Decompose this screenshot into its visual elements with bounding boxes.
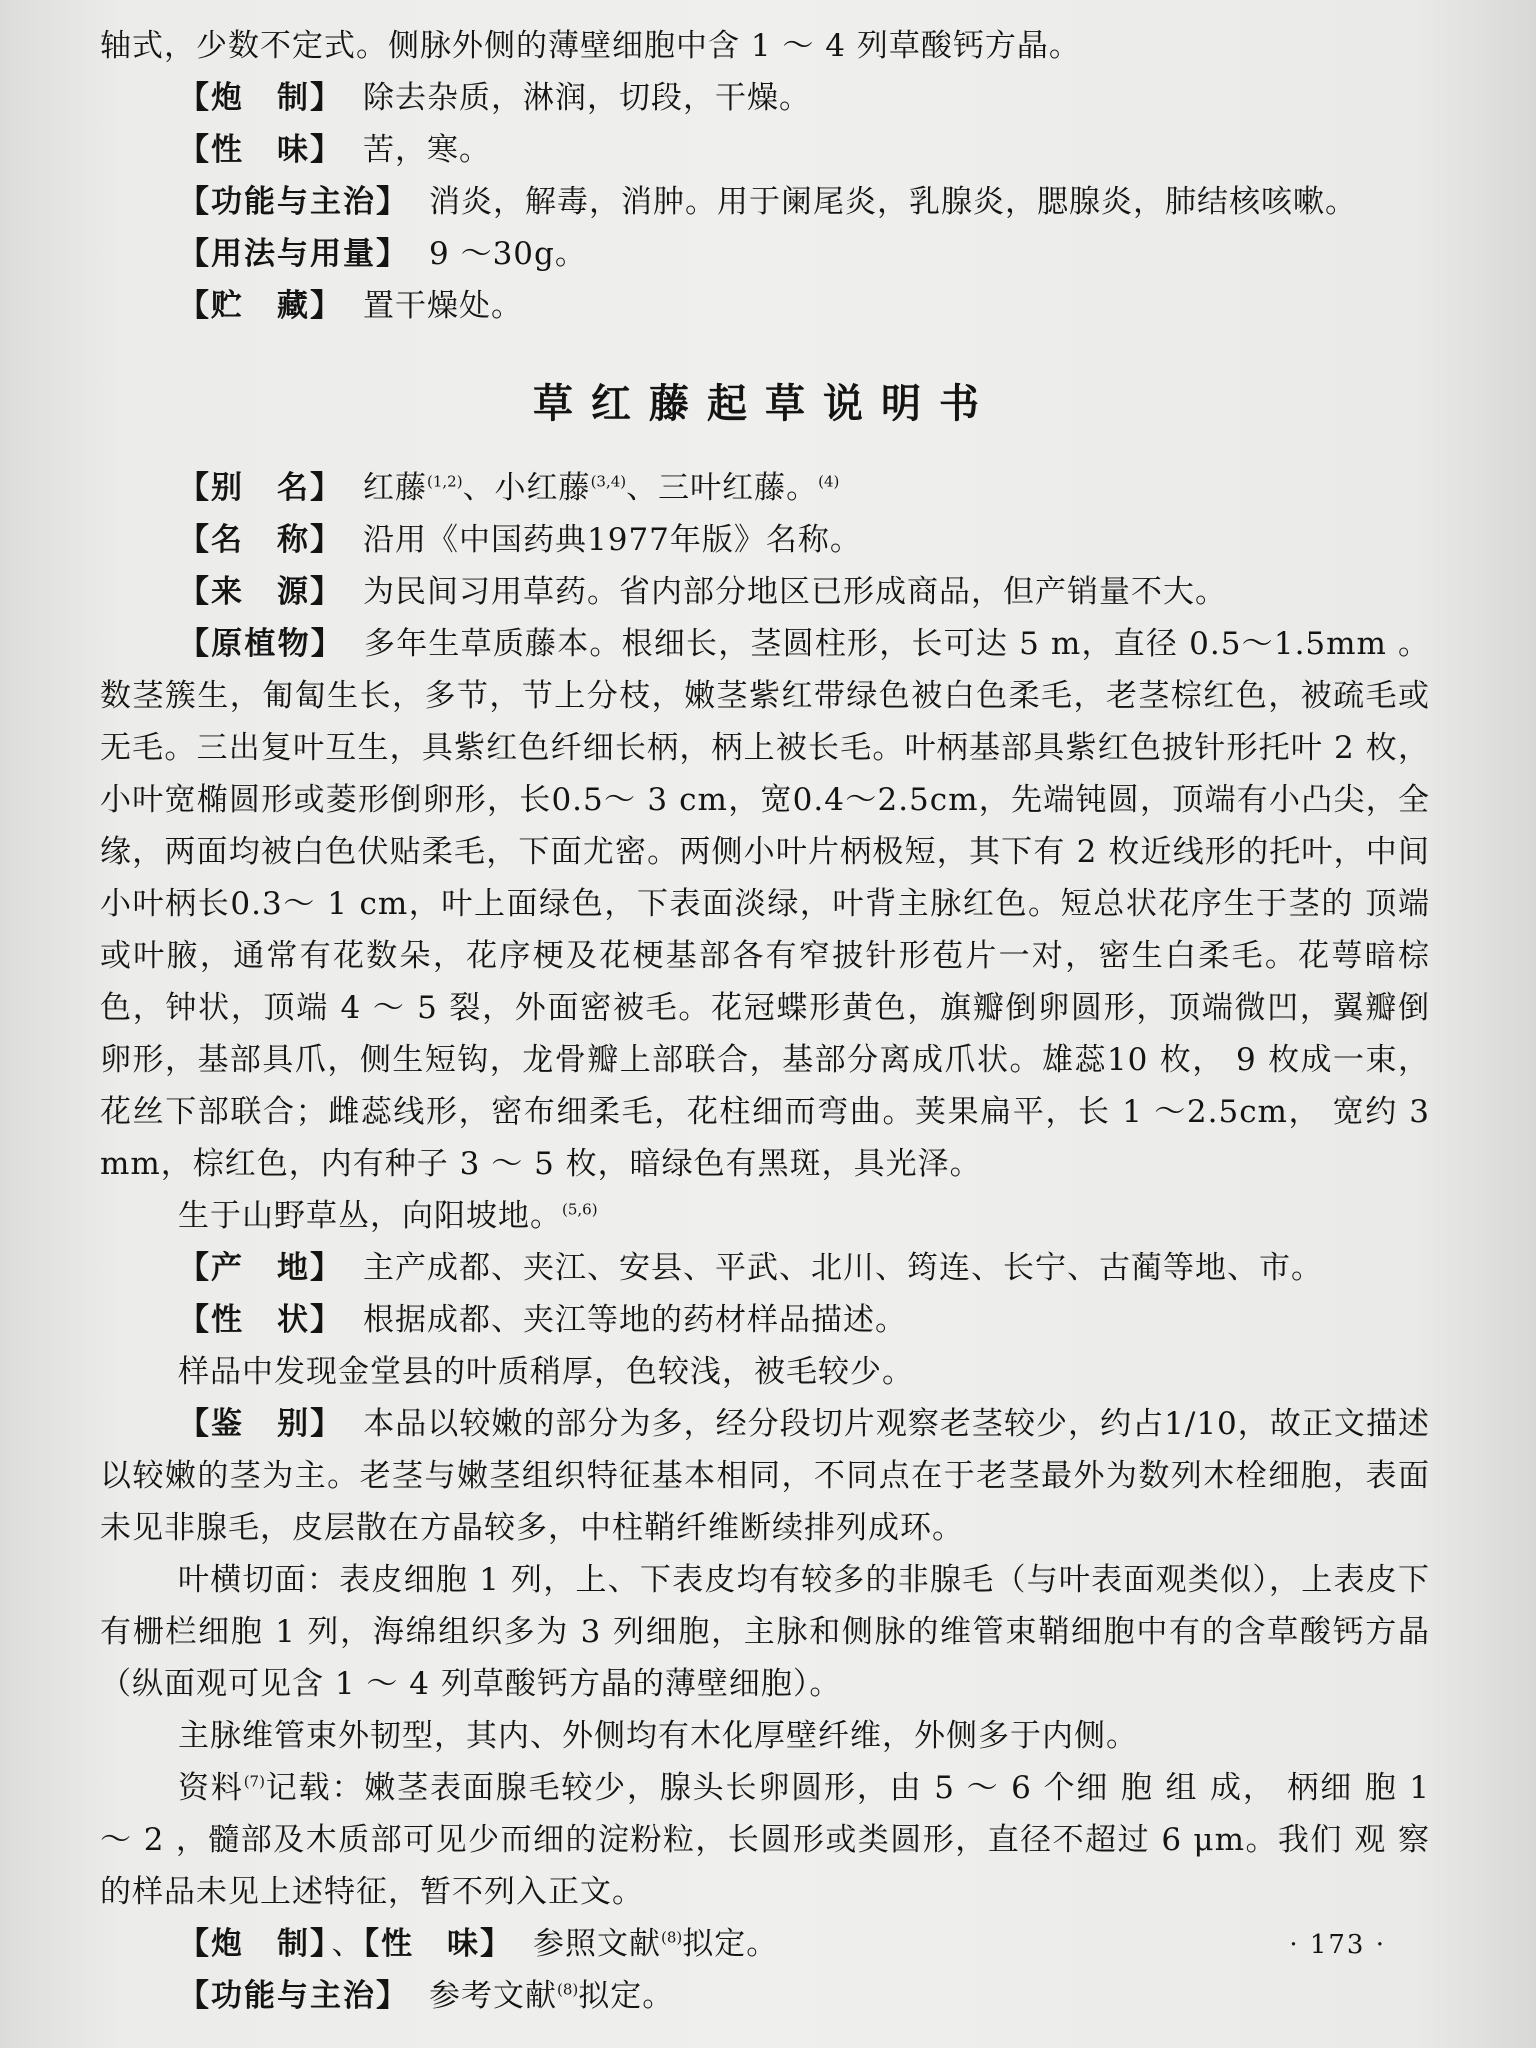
entry-text: 、小红藤 (462, 470, 591, 506)
entry-yuanzhiwu (100, 618, 1430, 1190)
entry-text: 参照文献 (533, 1926, 661, 1962)
entry-label: 【鉴 别】 (178, 1406, 344, 1442)
entry-label: 【用法与用量】 (178, 236, 409, 272)
habitat-text: 生于山野草丛，向阳坡地。 (178, 1198, 562, 1234)
reference-marker: (5,6) (562, 1200, 598, 1219)
entry-text: 沿用《中国药典1977年版》名称。 (363, 522, 862, 558)
ziliao-text: 资料 (178, 1770, 244, 1806)
entry-text: 置干燥处。 (363, 288, 523, 324)
entry-laiyuan (100, 566, 1430, 618)
entry-jianbie (100, 1398, 1430, 1554)
vascular-paragraph: 主脉维管束外韧型，其内、外侧均有木化厚壁纤维，外侧多于内侧。 (178, 1718, 1138, 1754)
entry-text: 多年生草质藤本。根细长，茎圆柱形，长可达 5 m，直径 0.5～1.5mm 。数茎簇生，匍匐生长，多节，节上分枝，嫩茎紫红带绿色被白色柔毛，老茎棕红色，被疏毛或无毛。三出复叶互生，具紫红色纤细长柄，柄上被长毛。叶柄基部具紫红色披针形托叶 2 枚，小叶宽椭圆形或菱形倒卵形，长0.5～ 3 cm，宽0.4～2.5cm，先端钝圆，顶端有小凸尖，全缘，两面均被白色伏贴柔毛，下面尤密。两侧小叶片柄极短，其下有 2 枚近线形的托叶，中间小叶柄长0.3～ 1 cm，叶上面绿色，下表面淡绿，叶背主脉红色。短总状花序生于茎的 顶端或叶腋，通常有花数朵，花序梗及花梗基部各有窄披针形苞片一对，密生白柔毛。花萼暗棕色，钟状，顶端 4 ～ 5 裂，外面密被毛。花冠蝶形黄色，旗瓣倒卵圆形，顶端微凹，翼瓣倒卵形，基部具爪，侧生短钩，龙骨瓣上部联合，基部分离成爪状。雄蕊10 枚， 9 枚成一束，花丝下部联合；雌蕊线形，密布细柔毛，花柱细而弯曲。荚果扁平，长 1 ～2.5cm， 宽约 3 mm，棕红色，内有种子 3 ～ 5 枚，暗绿色有黑斑，具光泽。 (100, 626, 1430, 1182)
entry-text: 主产成都、夹江、安县、平武、北川、筠连、长宁、古蔺等地、市。 (363, 1250, 1323, 1286)
entry-label: 【性 味】 (178, 132, 343, 168)
entry-text: 苦，寒。 (363, 132, 491, 168)
reference-marker: (8) (661, 1928, 683, 1947)
entry-text: 为民间习用草药。省内部分地区已形成商品，但产销量不大。 (363, 574, 1227, 610)
entry-label: 【别 名】 (178, 470, 343, 506)
entry-paozhi-xingwei (100, 1918, 1430, 1970)
entry-label: 【炮 制】 (178, 80, 343, 116)
ziliao-text: 记载：嫩茎表面腺毛较少，腺头长卵圆形，由 5 ～ 6 个细 胞 组 成， 柄细 胞 1 ～ 2 ，髓部及木质部可见少而细的淀粉粒，长圆形或类圆形，直径不超过 6 μm。我们 观 察的样品未见上述特征，暂不列入正文。 (100, 1770, 1430, 1910)
entry-yongfa (100, 228, 1430, 280)
entry-mingcheng (100, 514, 1430, 566)
entry-label: 【产 地】 (178, 1250, 343, 1286)
entry-text: 参考文献 (429, 1978, 557, 2014)
reference-marker: (7) (243, 1772, 265, 1791)
section-title: 草红藤起草说明书 (533, 380, 997, 427)
label-separator: 、 (331, 1926, 364, 1962)
entry-text: 拟定。 (682, 1926, 779, 1962)
entry-paozhi (100, 72, 1430, 124)
entry-xingzhuang (100, 1294, 1430, 1346)
entry-label: 【贮 藏】 (178, 288, 343, 324)
page-number: · 173 · (1289, 1930, 1386, 1960)
entry-label: 【名 称】 (178, 522, 343, 558)
entry-label: 【炮 制】 (178, 1926, 328, 1962)
habitat-paragraph (100, 1190, 1430, 1242)
entry-label: 【功能与主治】 (178, 184, 409, 220)
entry-label: 【来 源】 (178, 574, 343, 610)
entry-text: 红藤 (363, 470, 427, 506)
entry-gongneng (100, 176, 1430, 228)
entry-text: 9 ～30g。 (429, 236, 587, 272)
entry-gongneng-2 (100, 1970, 1430, 2022)
entry-label: 【原植物】 (178, 626, 345, 662)
entry-text: 根据成都、夹江等地的药材样品描述。 (363, 1302, 907, 1338)
reference-marker: (3,4) (590, 472, 627, 491)
entry-chandi (100, 1242, 1430, 1294)
entry-text: 、三叶红藤。 (626, 470, 819, 506)
entry-text: 拟定。 (578, 1978, 675, 2014)
sample-paragraph: 样品中发现金堂县的叶质稍厚，色较浅，被毛较少。 (178, 1354, 914, 1390)
entry-label: 【性 味】 (363, 1926, 513, 1962)
entry-text: 本品以较嫩的部分为多，经分段切片观察老茎较少，约占1/10，故正文描述以较嫩的茎为主。老茎与嫩茎组织特征基本相同，不同点在于老茎最外为数列木栓细胞，表面未见非腺毛，皮层散在方晶较多，中柱鞘纤维断续排列成环。 (100, 1406, 1430, 1546)
reference-marker: (1,2) (427, 472, 463, 491)
entry-text: 消炎，解毒，消肿。用于阑尾炎，乳腺炎，腮腺炎，肺结核咳嗽。 (429, 184, 1357, 220)
entry-text: 除去杂质，淋润，切段，干燥。 (363, 80, 811, 116)
entry-zhucang (100, 280, 1430, 332)
ziliao-paragraph (100, 1762, 1430, 1918)
reference-marker: (8) (557, 1980, 579, 1999)
entry-label: 【功能与主治】 (178, 1978, 409, 2014)
leaf-section-paragraph: 叶横切面：表皮细胞 1 列，上、下表皮均有较多的非腺毛（与叶表面观类似），上表皮下有栅栏细胞 1 列，海绵组织多为 3 列细胞，主脉和侧脉的维管束鞘细胞中有的含草酸钙方晶（纵面观可见含 1 ～ 4 列草酸钙方晶的薄壁细胞）。 (100, 1562, 1430, 1702)
entry-bieming (100, 462, 1430, 514)
entry-xingwei (100, 124, 1430, 176)
entry-label: 【性 状】 (178, 1302, 343, 1338)
page-content (100, 20, 1430, 2022)
continuation-line: 轴式，少数不定式。侧脉外侧的薄壁细胞中含 1 ～ 4 列草酸钙方晶。 (100, 28, 1081, 64)
reference-marker: (4) (818, 472, 840, 491)
